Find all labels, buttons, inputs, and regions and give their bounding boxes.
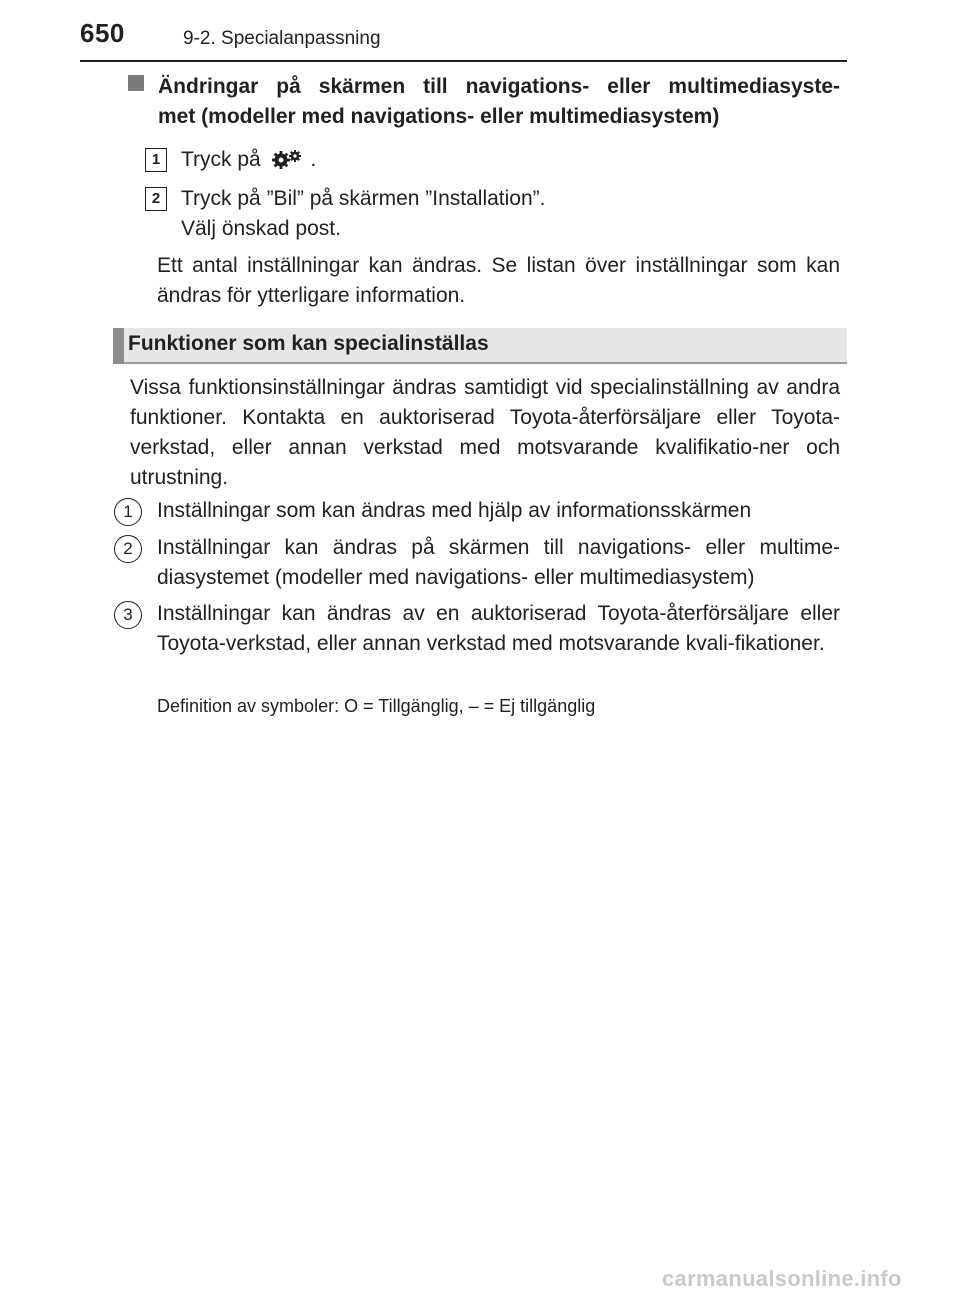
subheading-line-1: Ändringar på skärmen till navigations- eller multimediasyste- bbox=[158, 75, 840, 98]
settings-gear-icon bbox=[269, 148, 303, 170]
method-item-1 bbox=[114, 496, 840, 526]
method-text: Inställningar kan ändras av en auktoriserad Toyota-återförsäljare eller Toyota-verkstad, eller annan verkstad med motsvarande kvali-fikationer. bbox=[157, 602, 840, 655]
symbol-definition: Definition av symboler: O = Tillgänglig, – = Ej tillgänglig bbox=[157, 696, 596, 716]
step-number-box: 2 bbox=[145, 187, 167, 211]
square-bullet-icon bbox=[128, 75, 144, 91]
method-text: Inställningar som kan ändras med hjälp av informationsskärmen bbox=[157, 499, 752, 522]
header-divider bbox=[80, 60, 847, 62]
method-text: Inställningar kan ändras på skärmen till navigations- eller multime-diasystemet (modeller med navigations- eller multimediasystem) bbox=[157, 536, 840, 589]
step-2-line-1: Tryck på ”Bil” på skärmen ”Installation”. bbox=[181, 187, 546, 210]
step-1-period: . bbox=[310, 148, 317, 171]
step-number-box: 1 bbox=[145, 148, 167, 172]
circled-number-icon: 1 bbox=[114, 498, 142, 526]
watermark: carmanualsonline.info bbox=[662, 1266, 902, 1291]
step-2-line-2: Välj önskad post. bbox=[181, 217, 341, 240]
page-number: 650 bbox=[80, 18, 125, 48]
step-text bbox=[181, 184, 546, 244]
method-item-3 bbox=[114, 599, 840, 659]
intro-paragraph: Vissa funktionsinställningar ändras samtidigt vid specialinställning av andra funktioner. Kontakta en auktoriserad Toyota-återförsäljare eller Toyota-verkstad, eller annan verkstad med motsvarande kvalifikatio-ner och utrustning. bbox=[130, 376, 840, 489]
step-text bbox=[181, 145, 316, 175]
step-1-text: Tryck på bbox=[181, 148, 261, 171]
subheading-line-2: met (modeller med navigations- eller multimediasystem) bbox=[158, 105, 720, 128]
heading-accent bbox=[113, 328, 124, 364]
section-heading-bar bbox=[113, 328, 847, 364]
note-paragraph: Ett antal inställningar kan ändras. Se listan över inställningar som kan ändras för ytterligare information. bbox=[157, 254, 840, 307]
circled-number-icon: 2 bbox=[114, 535, 142, 563]
section-heading: Funktioner som kan specialinställas bbox=[128, 332, 489, 355]
section-title: 9-2. Specialanpassning bbox=[183, 28, 381, 49]
method-item-2 bbox=[114, 533, 840, 593]
circled-number-icon: 3 bbox=[114, 601, 142, 629]
subheading bbox=[128, 72, 840, 132]
